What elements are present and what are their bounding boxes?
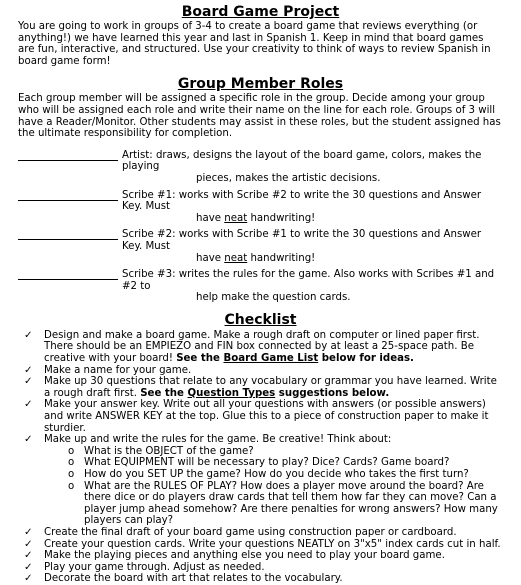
- text-run: suggestions below.: [275, 387, 390, 399]
- name-blank-line: [18, 269, 118, 280]
- role-scribe-2: [18, 229, 503, 264]
- text-run: have: [196, 212, 225, 224]
- circle-bullet-icon: o: [68, 445, 75, 457]
- document-title: Board Game Project: [181, 4, 340, 20]
- circle-bullet-icon: o: [68, 469, 75, 480]
- checklist-item: [18, 330, 503, 365]
- role-scribe-1: [18, 190, 503, 225]
- role-description-cont: [122, 253, 503, 265]
- check-icon: ✓: [24, 376, 33, 388]
- role-description: Scribe #2: works with Scribe #1 to write the 30 questions and Answer Key. Must: [122, 229, 482, 252]
- check-icon: ✓: [24, 538, 33, 550]
- roles-intro-paragraph: Each group member will be assigned a specific role in the group. Decide among your group who will be assigned each role and write their name on the line for each role. Groups of 3 will have a Reader/Monitor. Other students may assist in these roles, but the student assigned has the ultimate responsibility for completion.: [18, 93, 501, 140]
- check-icon: ✓: [24, 364, 33, 376]
- role-description-cont: help make the question cards.: [196, 292, 351, 304]
- name-blank-line: [18, 229, 118, 240]
- sublist-item: [44, 469, 503, 481]
- check-icon: ✓: [24, 399, 33, 411]
- rules-sublist: [44, 446, 503, 527]
- circle-bullet-icon: o: [68, 457, 75, 469]
- item-text: Make up 30 questions that relate to any vocabulary or grammar you have learned. Write a rough draft first.: [44, 376, 497, 399]
- checklist-item: [18, 573, 503, 585]
- check-icon: ✓: [24, 434, 33, 446]
- role-artist: [18, 150, 503, 185]
- item-text: Create your question cards. Write your questions NEATLY on 3"x5" index cards cut in half.: [44, 538, 501, 550]
- checklist-item: [18, 399, 503, 434]
- item-text: Decorate the board with art that relates to the vocabulary.: [44, 573, 343, 585]
- checklist-item: [18, 365, 503, 377]
- text-run: See the: [140, 387, 188, 399]
- item-bold-note: [140, 388, 389, 399]
- board-game-list-ref: Board Game List: [223, 353, 319, 365]
- intro-paragraph: You are going to work in groups of 3-4 to create a board game that reviews everything (or anything!) we have learned this year and last in Spanish 1. Keep in mind that board games are fun, interactive, and structured. Use your creativity to think of ways to review Spanish in board game form!: [18, 21, 491, 67]
- item-text: Play your game through. Adjust as needed.: [44, 561, 265, 573]
- role-description: Artist: draws, designs the layout of the board game, colors, makes the playing: [122, 149, 482, 173]
- item-text: Make your answer key. Write out all your questions with answers (or possible answers) and write ANSWER KEY at the top. Glue this to a piece of construction paper to make it sturdier.: [44, 399, 489, 434]
- role-description: Scribe #1: works with Scribe #2 to write the 30 questions and Answer Key. Must: [122, 189, 482, 213]
- circle-bullet-icon: o: [68, 480, 75, 492]
- check-icon: ✓: [24, 550, 33, 562]
- item-text: Design and make a board game. Make a rough draft on computer or lined paper first. There should be an EMPIEZO and FIN box connected by at least a 25-space path. Be creative with your board!: [44, 329, 480, 365]
- check-icon: ✓: [24, 573, 33, 585]
- item-text: Create the final draft of your board game using construction paper or cardboard.: [44, 526, 457, 538]
- check-icon: ✓: [24, 526, 33, 538]
- role-scribe-3: [18, 269, 503, 304]
- role-description-cont: [122, 213, 503, 225]
- item-bold-note: [176, 353, 414, 364]
- checklist-item: [18, 539, 503, 551]
- role-description-cont: pieces, makes the artistic decisions.: [196, 172, 381, 184]
- sublist-item: [44, 457, 503, 469]
- text-run: below for ideas.: [318, 353, 414, 365]
- checklist-item: [18, 527, 503, 539]
- check-icon: ✓: [24, 329, 33, 341]
- item-text: What is the OBJECT of the game?: [84, 445, 254, 457]
- checklist-item: [18, 376, 503, 399]
- text-run: handwriting!: [247, 252, 316, 264]
- name-blank-line: [18, 150, 118, 161]
- item-text: What are the RULES OF PLAY? How does a player move around the board? Are there dice or do players draw cards that tell them how far they can move? Can a player jump ahead somehow? Are there penalties for wrong answers? How many players can play?: [84, 480, 498, 527]
- sublist-item: [44, 446, 503, 458]
- text-run: have: [196, 252, 225, 264]
- emphasis-neat: neat: [224, 252, 248, 264]
- roles-list: [18, 150, 503, 304]
- roles-heading: Group Member Roles: [177, 76, 344, 93]
- item-text: Make up and write the rules for the game. Be creative! Think about:: [44, 434, 392, 446]
- item-text: Make the playing pieces and anything else you need to play your board game.: [44, 550, 445, 562]
- item-text: How do you SET UP the game? How do you decide who takes the first turn?: [84, 469, 469, 480]
- checklist-item: [18, 562, 503, 574]
- checklist-item: [18, 434, 503, 527]
- sublist-item: [44, 481, 503, 527]
- name-blank-line: [18, 190, 118, 201]
- checklist: [18, 330, 503, 585]
- question-types-ref: Question Types: [187, 387, 276, 399]
- checklist-heading: Checklist: [224, 311, 297, 328]
- emphasis-neat: neat: [224, 212, 248, 224]
- text-run: See the: [176, 353, 224, 365]
- item-text: Make a name for your game.: [44, 364, 192, 376]
- text-run: handwriting!: [247, 212, 316, 224]
- item-text: What EQUIPMENT will be necessary to play? Dice? Cards? Game board?: [84, 457, 450, 469]
- role-description: Scribe #3: writes the rules for the game. Also works with Scribes #1 and #2 to: [122, 269, 495, 292]
- check-icon: ✓: [24, 561, 33, 573]
